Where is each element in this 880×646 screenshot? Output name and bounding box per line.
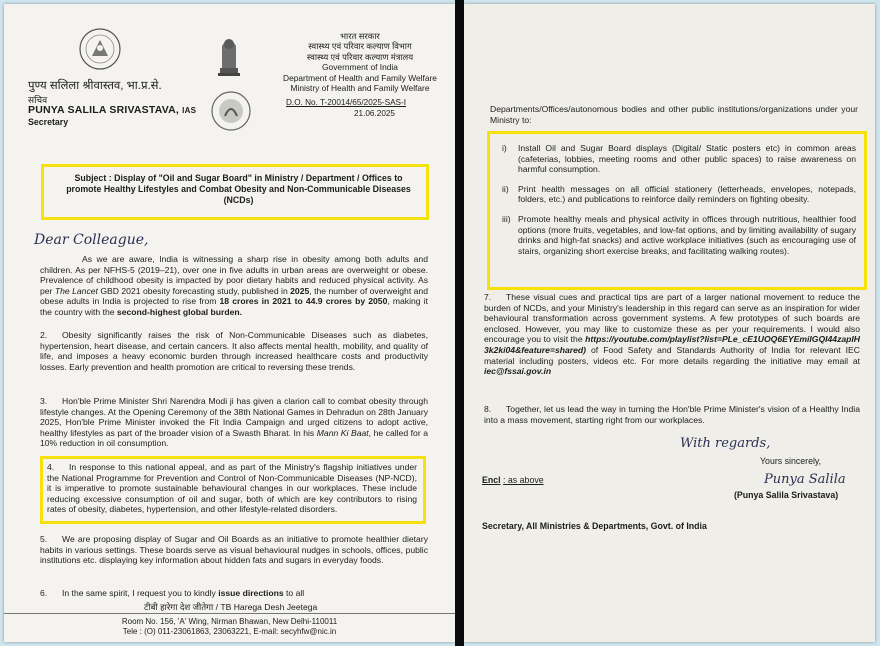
sender-hindi-name: पुण्य सलिला श्रीवास्तव, भा.प्र.से. bbox=[28, 80, 162, 92]
youtube-playlist-link[interactable]: https://youtube.com/playlist?list=PLe_cE1UOQ6EYEmiIGQI44zapIH3k2ki04&feature=shared) bbox=[484, 334, 860, 355]
directions-highlight bbox=[487, 131, 867, 290]
sender-title: Secretary bbox=[28, 117, 69, 127]
do-number: D.O. No. T-20014/65/2025-SAS-I bbox=[286, 98, 406, 107]
directions-list bbox=[502, 143, 856, 265]
paragraph-6: 6. In the same spirit, I request you to kindly issue directions to all bbox=[40, 588, 305, 598]
paragraph-5: 5. We are proposing display of Sugar and Oil Boards as an initiative to promote healthier dietary habits in various settings. These boards serve as visual behavioural nudges in schools, offices, public institutions etc. displaying key information about hidden fats and sugars in everyday foods. bbox=[40, 534, 428, 566]
letter-page-1 bbox=[4, 4, 455, 642]
paragraph-2: 2. Obesity significantly raises the risk of Non-Communicable Diseases such as diabetes, hypertension, heart disease, and certain cancers. It also affects mental health, mobility, and quality of life, and imposes a heavy economic burden through increased healthcare costs and productivity losses. Early prevention and health promotion are critical to reversing these trends. bbox=[40, 330, 428, 372]
paragraph-4-highlight bbox=[40, 456, 426, 524]
addressee: Secretary, All Ministries & Departments, Govt. of India bbox=[482, 521, 707, 531]
slogan: टीबी हारेगा देश जीतेगा / TB Harega Desh Jeetega bbox=[144, 602, 318, 612]
direction-item: i) Install Oil and Sugar Board displays (Digital/ Static posters etc) in common areas (cafeterias, lobbies, meeting rooms and other public spaces) to raise awareness on harmful consumption. bbox=[502, 143, 856, 175]
direction-item: iii) Promote healthy meals and physical activity in offices through nutritious, healthier food options (more fruits, vegetables, and low-fat options, and by limiting availability of sugary drinks and high-fat snacks) and active workplace initiatives (such as encouraging use of stairs, organizing short exercise breaks, and facilitating walking routes). bbox=[502, 213, 856, 256]
sender-hindi-title: सचिव bbox=[28, 95, 48, 105]
intro-line: Departments/Offices/autonomous bodies and other public institutions/organizations under your Ministry to: bbox=[490, 104, 858, 125]
letterhead-footer: Room No. 156, 'A' Wing, Nirman Bhawan, New Delhi-110011 Tele : (O) 011-23061863, 23063221, E-mail: secyhfw@nic.in bbox=[121, 617, 338, 636]
letter-page-2 bbox=[464, 4, 875, 642]
paragraph-4: 4. In response to this national appeal, and as part of the Ministry's flagship initiatives under the National Programme for Prevention and Control of Non-Communicable Diseases (NP-NCD), it is imperative to promote sustainable behavioural changes in our workplaces. These include reducing excessive consumption of oil and sugar, both of which are key contributors to rising rates of obesity, diabetes, hypertension, and other lifestyle-related disorders. bbox=[47, 462, 417, 515]
national-health-mission-logo bbox=[78, 26, 122, 72]
email-link[interactable]: iec@fssai.gov.in bbox=[484, 366, 552, 377]
subject-line: Subject : Display of "Oil and Sugar Board" in Ministry / Department / Offices to promote Healthy Lifestyles and Combat Obesity and Non-Communicable Diseases (NCDs) bbox=[66, 173, 411, 205]
fit-india-logo bbox=[210, 90, 252, 132]
closing: Yours sincerely, bbox=[760, 456, 822, 466]
paragraph-7: 7. These visual cues and practical tips are part of a larger national movement to reduce the burden of NCDs, and your Ministry's leadership in this regard can serve as an inspiration for wider behavioural transformation across government systems. A few prototypes of such boards are enclosed. However, you may like to customize these as per your requirements. I would also encourage you to visit the https://youtube.com/playlist?list=PLe_cE1UOQ6EYEmiIGQI44zapIH3k2ki04&feature=shared) of Food Safety and Standards Authority of India for relevant IEC material including posters, videos etc. For more details regarding the initiative may email at iec@fssai.gov.in bbox=[484, 292, 860, 377]
footer-rule bbox=[4, 613, 455, 614]
letter-date: 21.06.2025 bbox=[354, 109, 395, 118]
subject-highlight bbox=[41, 164, 429, 220]
signatory-name: (Punya Salila Srivastava) bbox=[734, 490, 839, 500]
letterhead-organisation: भारत सरकार स्वास्थ्य एवं परिवार कल्याण विभाग स्वास्थ्य एवं परिवार कल्याण मंत्रालय Government of India Department of Health and Family Welfare Ministry of Health and Family Welfare bbox=[283, 31, 437, 94]
enclosure-line: Encl : as above bbox=[482, 475, 544, 485]
paragraph-3: 3. Hon'ble Prime Minister Shri Narendra Modi ji has given a clarion call to combat obesity through lifestyle changes. At the Opening Ceremony of the 38th National Games in Dehradun on 28th January 2025, Hon'ble Prime Minister invoked the Fit India Campaign and urged citizens to adopt active, healthy lifestyles as part of the broader vision of a Swasth Bharat. In his Mann Ki Baat, he called for a 10% reduction in oil consumption. bbox=[40, 396, 428, 449]
national-emblem-icon bbox=[214, 30, 244, 80]
paragraph-8: 8. Together, let us lead the way in turning the Hon'ble Prime Minister's vision of a Healthy India into a mass movement, starting right from our workplaces. bbox=[484, 404, 860, 425]
signature: Punya Salila bbox=[764, 472, 846, 487]
direction-item: ii) Print health messages on all official stationery (letterheads, envelopes, notepads, folders, etc.) and publications to reinforce daily reminders on fighting obesity. bbox=[502, 183, 856, 205]
paragraph-1: As we are aware, India is witnessing a sharp rise in obesity among both adults and children. As per NFHS-5 (2019–21), over one in five adults in urban areas are overweight or obese. Prevalence of childhood obesity is impacted by poor dietary habits and reduced physical activity. As per The Lancet GBD 2021 obesity forecasting study, published in 2025, the number of overweight and obese adults in India is projected to rise from 18 crores in 2021 to 44.9 crores by 2050, making it the country with the second-highest global burden. bbox=[40, 254, 428, 317]
handwritten-regards: With regards, bbox=[680, 436, 771, 451]
page-divider bbox=[455, 0, 464, 646]
salutation: Dear Colleague, bbox=[34, 232, 149, 248]
sender-name: PUNYA SALILA SRIVASTAVA, IAS bbox=[28, 104, 197, 116]
